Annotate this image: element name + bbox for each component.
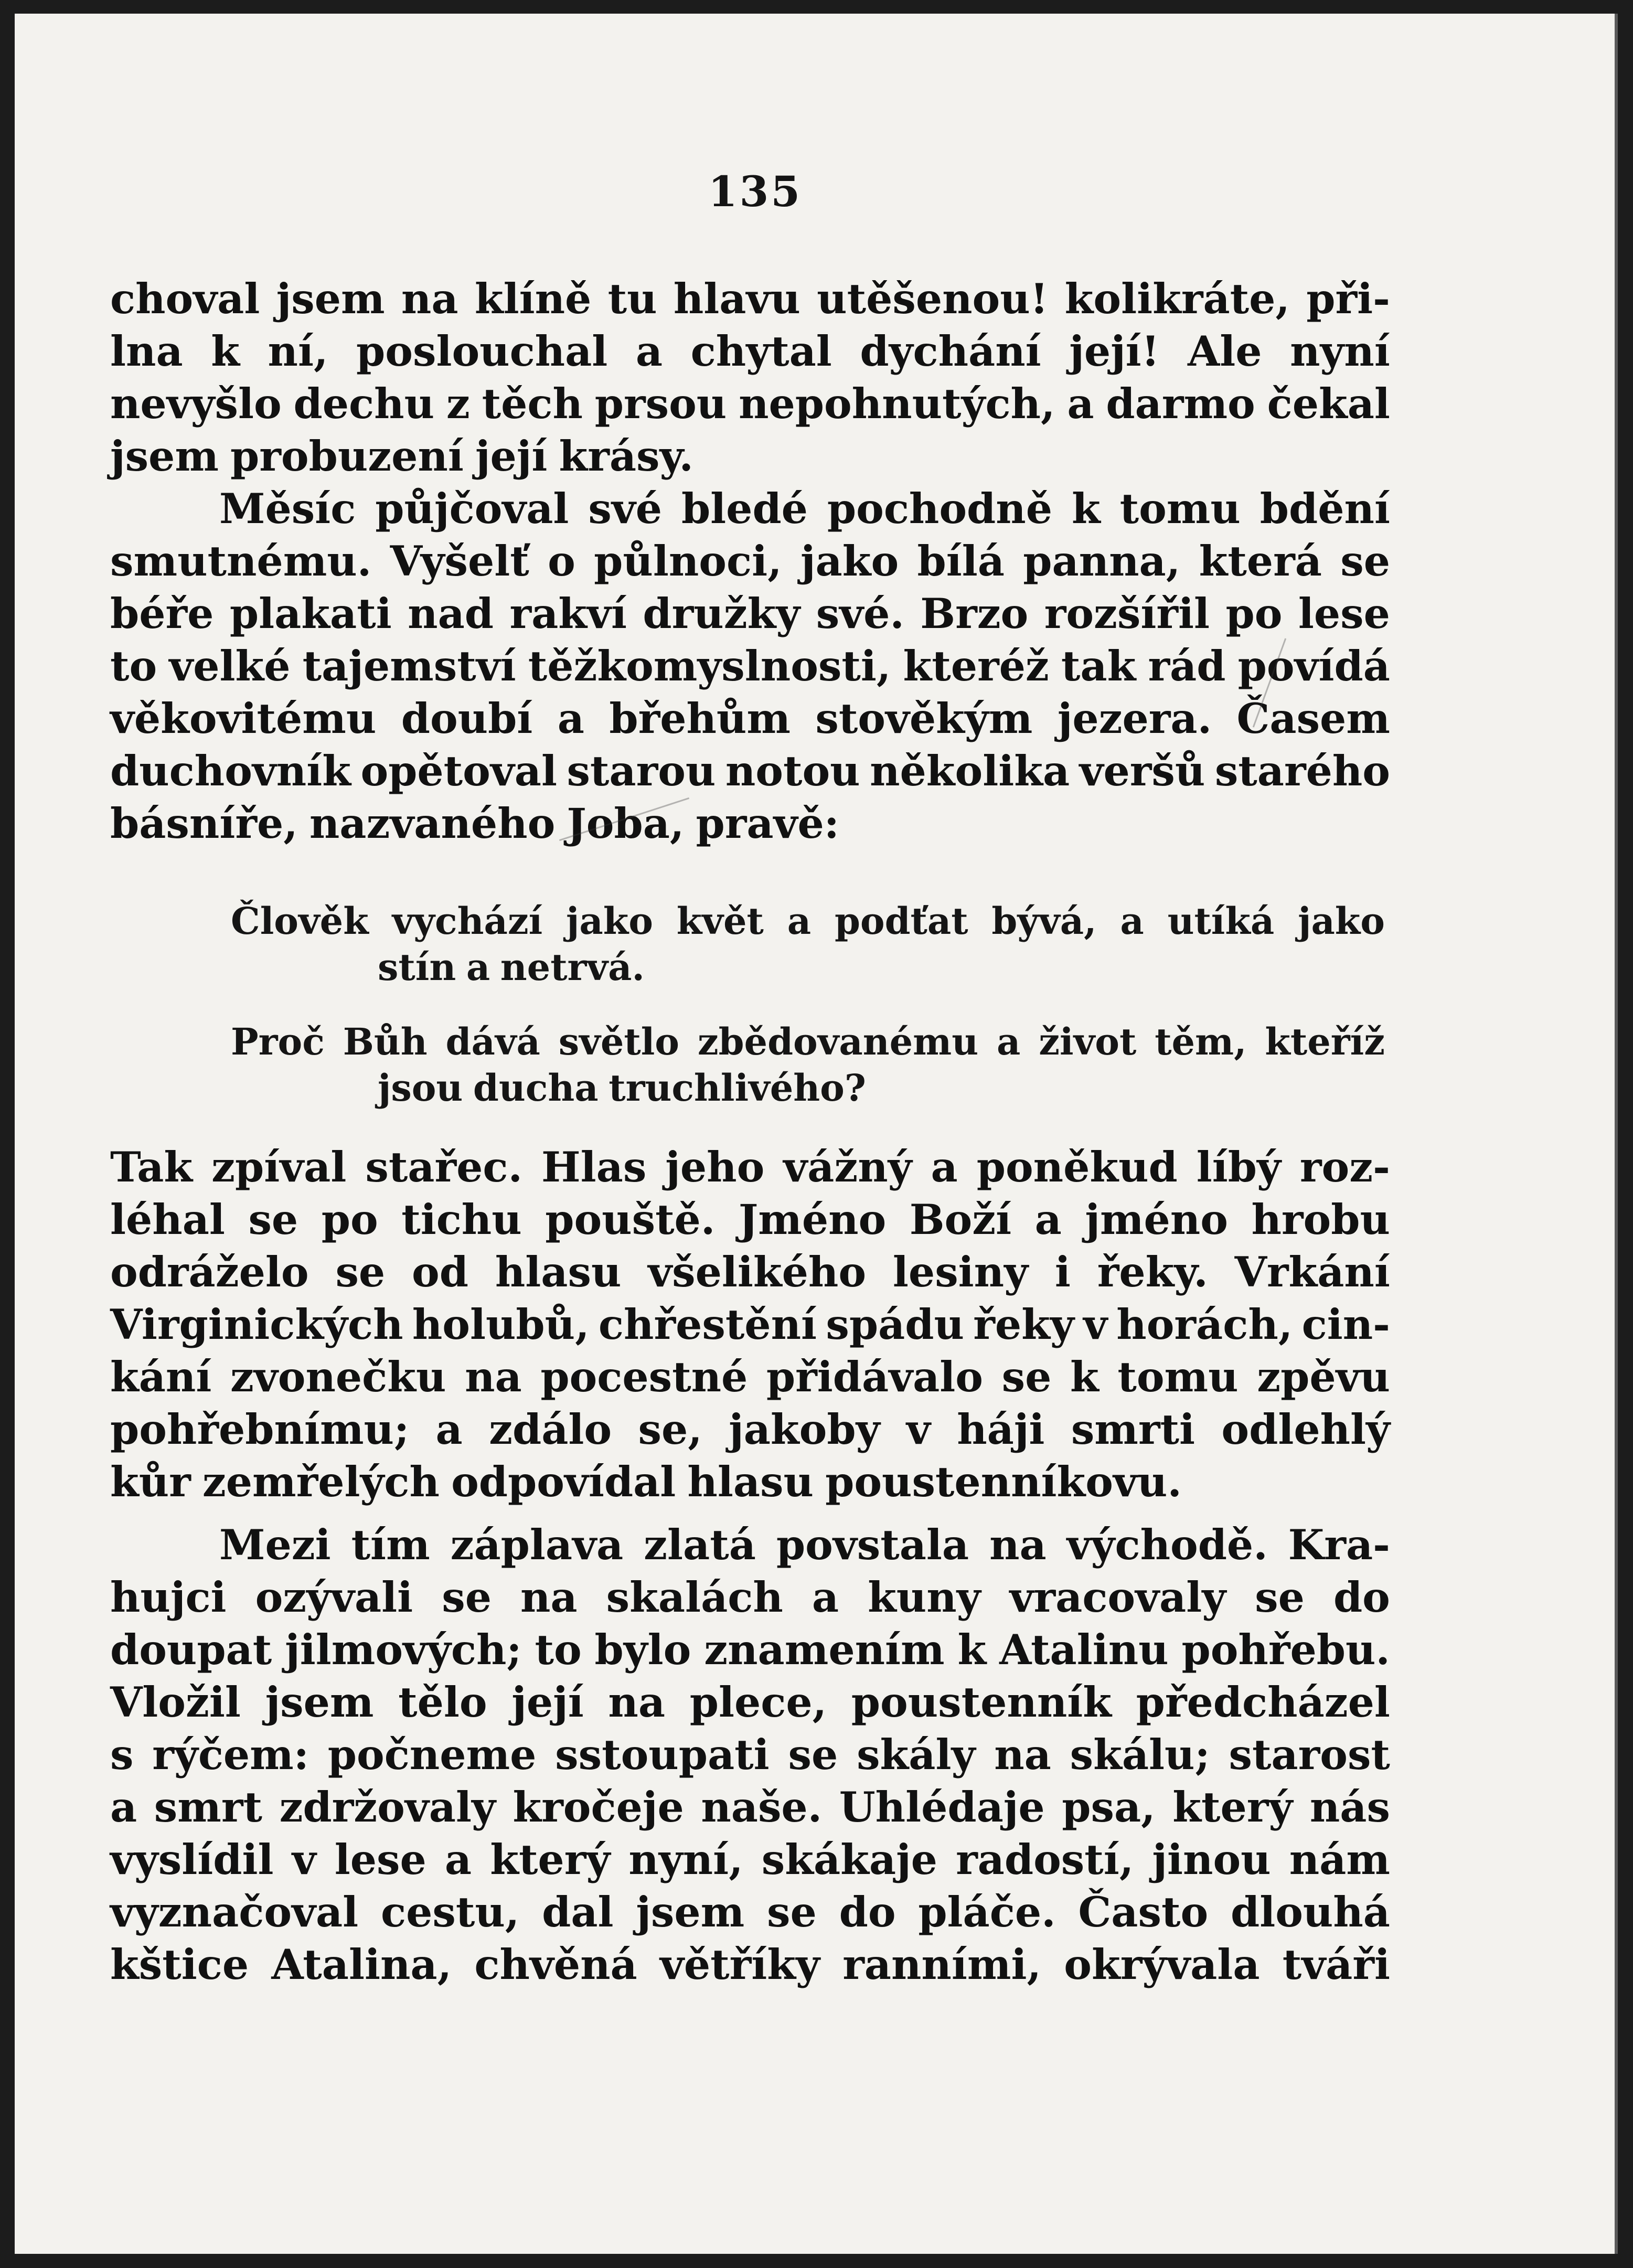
text-line: vyslídil v lese a který nyní, skákaje radostí, jinou nám <box>110 1835 1390 1884</box>
text-line: léhal se po tichu pouště. Jméno Boží a jméno hrobu <box>110 1195 1390 1244</box>
quote-line: jsou ducha truchlivého? <box>378 1066 866 1110</box>
text-line: kůr zemřelých odpovídal hlasu poustenníkovu. <box>110 1457 1182 1506</box>
text-line: nevyšlo dechu z těch prsou nepohnutých, a darmo čekal <box>110 379 1390 428</box>
text-line: doupat jilmových; to bylo znamením k Atalinu pohřebu. <box>110 1625 1390 1674</box>
text-line: Virginických holubů, chřestění spádu řeky v horách, cin- <box>110 1300 1390 1349</box>
text-line: věkovitému doubí a břehům stověkým jezera. Časem <box>110 694 1390 743</box>
text-line: hujci ozývali se na skalách a kuny vracovaly se do <box>110 1573 1390 1622</box>
text-line: Mezi tím záplava zlatá povstala na východě. Kra- <box>219 1520 1390 1569</box>
text-line: smutnému. Vyšelť o půlnoci, jako bílá panna, která se <box>110 537 1390 585</box>
text-line: lna k ní, poslouchal a chytal dychání její! Ale nyní <box>110 327 1390 376</box>
page-number: 135 <box>708 167 802 216</box>
text-line: béře plakati nad rakví družky své. Brzo rozšířil po lese <box>110 589 1390 638</box>
text-line: kání zvonečku na pocestné přidávalo se k tomu zpěvu <box>110 1353 1390 1401</box>
quote-line: stín a netrvá. <box>378 945 645 989</box>
text-line: duchovník opětoval starou notou několika veršů starého <box>110 747 1390 795</box>
quote-line: Člověk vychází jako květ a podťat bývá, a utíká jako <box>231 899 1385 943</box>
text-line: to velké tajemství těžkomyslnosti, kteréž tak rád povídá <box>110 642 1390 690</box>
text-line: choval jsem na klíně tu hlavu utěšenou! kolikráte, při- <box>110 274 1390 323</box>
text-line: jsem probuzení její krásy. <box>110 432 693 481</box>
text-line: odráželo se od hlasu všelikého lesiny i řeky. Vrkání <box>110 1248 1390 1296</box>
text-line: s rýčem: počneme sstoupati se skály na skálu; starost <box>110 1730 1390 1779</box>
text-line: a smrt zdržovaly kročeje naše. Uhlédaje psa, který nás <box>110 1783 1390 1832</box>
text-line: Měsíc půjčoval své bledé pochodně k tomu bdění <box>219 484 1390 533</box>
text-line: Tak zpíval stařec. Hlas jeho vážný a poněkud líbý roz- <box>110 1143 1390 1191</box>
text-line: Vložil jsem tělo její na plece, poustenník předcházel <box>110 1678 1390 1727</box>
quote-line: Proč Bůh dává světlo zbědovanému a život těm, kteříž <box>231 1020 1385 1063</box>
text-line: pohřebnímu; a zdálo se, jakoby v háji smrti odlehlý <box>110 1405 1390 1454</box>
text-line: kštice Atalina, chvěná větříky ranními, okrývala tváři <box>110 1940 1390 1989</box>
text-line: básníře, nazvaného Joba, pravě: <box>110 799 839 848</box>
text-line: vyznačoval cestu, dal jsem se do pláče. Často dlouhá <box>110 1888 1390 1936</box>
